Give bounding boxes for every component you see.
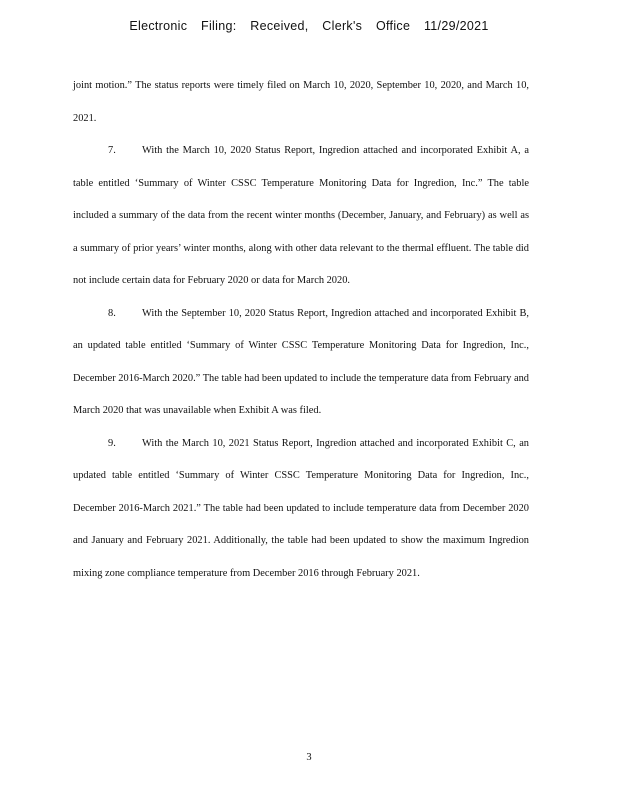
paragraph-text: With the September 10, 2020 Status Report, Ingredion attached and incorporated Exhibit B, an updated table entitled ‘Summary of Winter CSSC Temperature Monitoring Data for Ingredion, Inc., December 2016-March 2020.” The table had been updated to include the temperature data from February and March 2020 that was unavailable when Exhibit A was filed. (73, 307, 529, 416)
page-number: 3 (306, 752, 312, 763)
paragraph-8 (73, 298, 529, 428)
filing-stamp-header: Electronic Filing: Received, Clerk's Office 11/29/2021 (129, 19, 489, 33)
paragraph-number: 7. (108, 145, 116, 156)
paragraph-9 (73, 428, 529, 591)
continuation-paragraph: joint motion.” The status reports were timely filed on March 10, 2020, September 10, 2020, and March 10, 2021. (73, 80, 529, 124)
paragraph-number: 8. (108, 307, 116, 319)
paragraph-text: With the March 10, 2020 Status Report, Ingredion attached and incorporated Exhibit A, a table entitled ‘Summary of Winter CSSC Temperature Monitoring Data for Ingredion, Inc.” The table included a summary of the data from the recent winter months (December, January, and February) as well as a summary of prior years’ winter months, along with other data relevant to the thermal effluent. The table did not include certain data for February 2020 or data for March 2020. (73, 145, 529, 286)
paragraph-number: 9. (108, 437, 116, 449)
paragraph-7 (73, 135, 529, 298)
document-body (73, 70, 529, 590)
paragraph-text: With the March 10, 2021 Status Report, Ingredion attached and incorporated Exhibit C, an updated table entitled ‘Summary of Winter CSSC Temperature Monitoring Data for Ingredion, Inc., December 2016-March 2021.” The table had been updated to include temperature data from December 2020 and January and February 2021. Additionally, the table had been updated to show the maximum Ingredion mixing zone compliance temperature from December 2016 through February 2021. (73, 437, 529, 579)
